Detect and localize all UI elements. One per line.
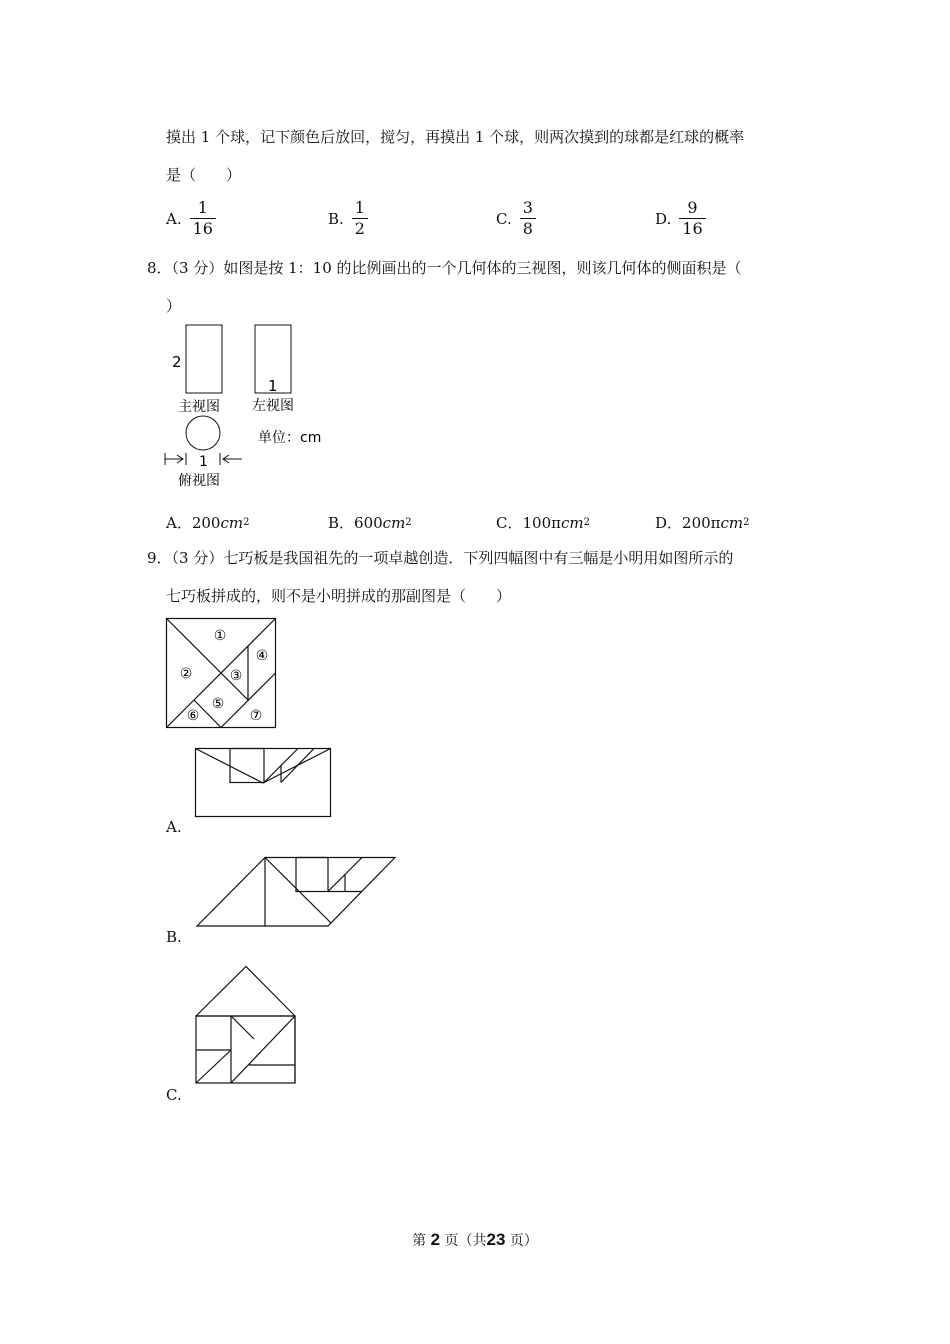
q8-option-c (496, 512, 590, 533)
top-view-label: 俯视图 (178, 473, 220, 489)
left-view-label: 左视图 (252, 398, 294, 414)
numerator: 1 (197, 198, 208, 217)
option-a-label: A. (166, 818, 182, 836)
option-pi: π (551, 513, 561, 532)
option-a-figure (194, 746, 334, 820)
option-exponent: 2 (405, 517, 412, 528)
footer-prefix: 第 (412, 1233, 427, 1249)
option-label: A． (166, 514, 192, 532)
page-footer (0, 1230, 950, 1250)
option-exponent: 2 (583, 517, 590, 528)
option-value: 200 (191, 513, 221, 532)
footer-page-number: 2 (430, 1230, 441, 1249)
tangram-square-figure (165, 617, 279, 731)
fraction (520, 200, 536, 237)
q9-text-line2: 七巧板拼成的，则不是小明拼成的那副图是（ ） (166, 587, 512, 605)
option-label: C. (496, 209, 512, 228)
tangram-piece-1: ① (213, 628, 227, 644)
fraction (679, 200, 705, 237)
option-label: B． (328, 514, 355, 532)
tangram-piece-2: ② (179, 666, 193, 682)
figure-c-line (196, 1050, 231, 1083)
option-value: 100 (522, 513, 552, 532)
option-b-figure (196, 855, 398, 930)
figure-b-line (265, 858, 331, 924)
unit-label: 单位：cm (258, 430, 322, 446)
footer-middle: 页（共 (444, 1233, 487, 1249)
q8-text-line1: 8．（3 分）如图是按 1：10 的比例画出的一个几何体的三视图，则该几何体的侧面积是（ (147, 259, 742, 277)
left-width-label: 1 (268, 377, 278, 395)
denominator: 16 (679, 218, 705, 237)
figure-a-v (196, 749, 331, 784)
option-unit: cm (560, 513, 584, 532)
q9-text-line1: 9．（3 分）七巧板是我国祖先的一项卓越创造．下列四幅图中有三幅是小明用如图所示的 (147, 549, 734, 567)
denominator: 16 (190, 218, 216, 237)
q7-option-b (328, 200, 368, 237)
q7-option-c (496, 200, 536, 237)
footer-total-pages: 23 (486, 1230, 506, 1249)
tangram-piece-5: ⑤ (211, 696, 225, 712)
figure-c-line (231, 1016, 254, 1039)
option-exponent: 2 (243, 517, 250, 528)
option-unit: cm (382, 513, 406, 532)
option-exponent: 2 (743, 517, 750, 528)
option-unit: cm (720, 513, 744, 532)
option-label: D. (655, 209, 672, 228)
tangram-piece-3: ③ (229, 668, 243, 684)
option-value: 200 (682, 513, 711, 532)
q7-text-line1: 摸出 1 个球，记下颜色后放回，搅匀，再摸出 1 个球，则两次摸到的球都是红球的概率 (166, 128, 745, 146)
option-value: 600 (354, 513, 383, 532)
option-label: C． (496, 514, 523, 532)
numerator: 3 (522, 198, 533, 217)
figure-c-roof (196, 967, 295, 1017)
q7-option-d (655, 200, 706, 237)
tangram-piece-7: ⑦ (249, 708, 263, 724)
option-label: D． (655, 514, 683, 532)
option-label: A. (166, 209, 182, 228)
front-view-rect (186, 325, 222, 393)
numerator: 1 (354, 198, 365, 217)
three-view-figure (160, 318, 350, 496)
q7-option-a (166, 200, 216, 237)
fraction (352, 200, 368, 237)
footer-suffix: 页） (509, 1233, 538, 1249)
q8-option-d (655, 512, 750, 533)
tangram-piece-6: ⑥ (186, 708, 200, 724)
numerator: 9 (687, 198, 698, 217)
top-view-circle (186, 416, 220, 450)
front-view-label: 主视图 (178, 399, 220, 415)
front-height-label: 2 (172, 353, 182, 371)
figure-a-line (281, 749, 314, 783)
denominator: 2 (352, 218, 368, 237)
tangram-line (167, 619, 249, 701)
q7-text-line2: 是（ ） (166, 166, 242, 184)
option-pi: π (710, 513, 721, 532)
option-unit: cm (220, 513, 244, 532)
option-label: B. (328, 209, 344, 228)
q8-option-a (166, 512, 249, 533)
figure-b-square (296, 858, 328, 892)
q8-option-b (328, 512, 412, 533)
option-c-figure (194, 964, 298, 1086)
figure-a-square (230, 749, 264, 783)
q8-text-line2: ） (166, 297, 182, 315)
top-diameter-label: 1 (199, 454, 208, 470)
denominator: 8 (520, 218, 536, 237)
option-c-label: C. (166, 1086, 182, 1104)
fraction (190, 200, 216, 237)
tangram-piece-4: ④ (255, 648, 269, 664)
option-b-label: B. (166, 928, 182, 946)
